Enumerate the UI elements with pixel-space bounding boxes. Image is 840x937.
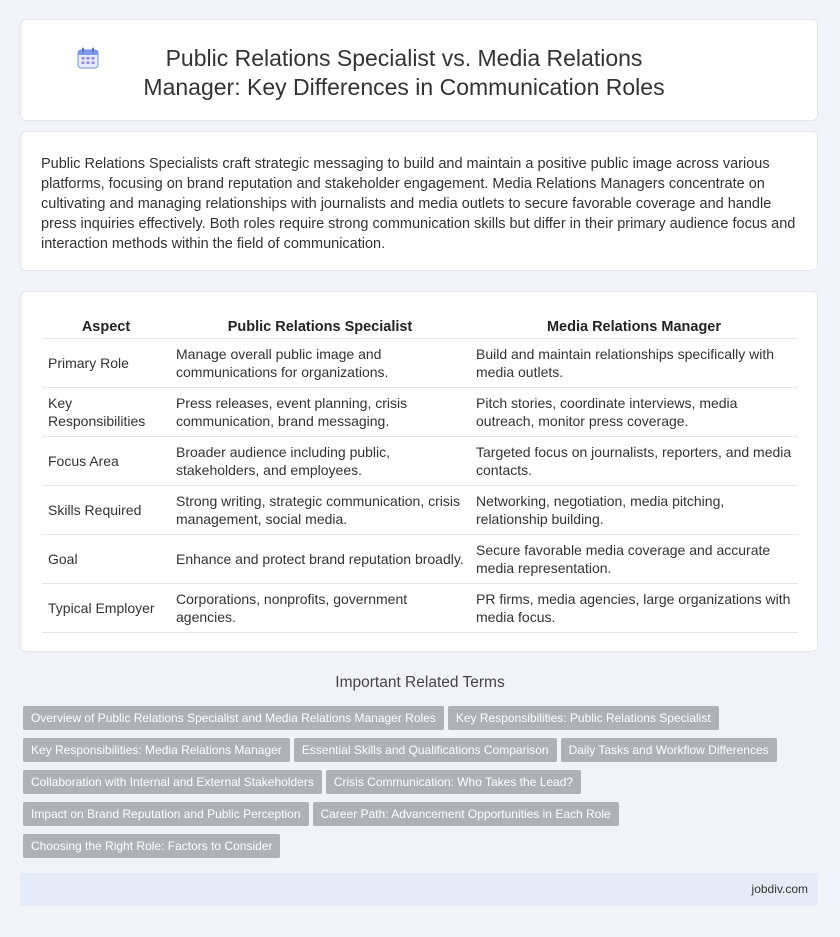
table-row [42, 535, 798, 584]
table-row [42, 437, 798, 486]
cell-pr: Broader audience including public, stakeholders, and employees. [170, 437, 470, 486]
related-term-tag[interactable]: Overview of Public Relations Specialist and Media Relations Manager Roles [23, 706, 444, 730]
related-term-tag[interactable]: Daily Tasks and Workflow Differences [561, 738, 777, 762]
table-row [42, 486, 798, 535]
table-row [42, 339, 798, 388]
footer-bar [20, 873, 818, 906]
intro-paragraph: Public Relations Specialists craft strategic messaging to build and maintain a positive public image across various platforms, focusing on brand reputation and stakeholder engagement. Media Relations Managers concentrate on cultivating and managing relationships with journalists and media outlets to secure favorable coverage and handle press inquiries effectively. Both roles require strong communication skills but differ in their primary audience focus and interaction methods within the field of communication. [41, 156, 796, 252]
cell-aspect: Typical Employer [42, 584, 170, 633]
header-pr-specialist: Public Relations Specialist [170, 314, 470, 339]
header-aspect: Aspect [42, 314, 170, 339]
cell-pr: Corporations, nonprofits, government agencies. [170, 584, 470, 633]
related-term-tag[interactable]: Key Responsibilities: Public Relations Specialist [448, 706, 719, 730]
cell-pr: Strong writing, strategic communication, crisis management, social media. [170, 486, 470, 535]
cell-aspect: Focus Area [42, 437, 170, 486]
table-row [42, 584, 798, 633]
table-row [42, 388, 798, 437]
related-term-tag[interactable]: Impact on Brand Reputation and Public Perception [23, 802, 309, 826]
related-term-tag[interactable]: Essential Skills and Qualifications Comparison [294, 738, 557, 762]
cell-pr: Enhance and protect brand reputation broadly. [170, 535, 470, 584]
related-terms-heading: Important Related Terms [335, 674, 505, 691]
related-term-tag[interactable]: Collaboration with Internal and External Stakeholders [23, 770, 322, 794]
related-term-tag[interactable]: Choosing the Right Role: Factors to Consider [23, 834, 280, 858]
footer-site-link[interactable]: jobdiv.com [751, 882, 808, 896]
cell-media: Pitch stories, coordinate interviews, media outreach, monitor press coverage. [470, 388, 798, 437]
comparison-table [42, 314, 798, 633]
related-term-tag[interactable]: Crisis Communication: Who Takes the Lead? [326, 770, 581, 794]
related-terms-list [23, 706, 813, 866]
header-media-manager: Media Relations Manager [470, 314, 798, 339]
cell-aspect: Primary Role [42, 339, 170, 388]
cell-media: Build and maintain relationships specifically with media outlets. [470, 339, 798, 388]
cell-media: PR firms, media agencies, large organizations with media focus. [470, 584, 798, 633]
title-card [20, 19, 818, 121]
cell-aspect: Key Responsibilities [42, 388, 170, 437]
intro-card [20, 131, 818, 271]
page-title: Public Relations Specialist vs. Media Relations Manager: Key Differences in Communication Roles [143, 45, 665, 100]
cell-media: Targeted focus on journalists, reporters, and media contacts. [470, 437, 798, 486]
related-term-tag[interactable]: Career Path: Advancement Opportunities in Each Role [313, 802, 619, 826]
cell-pr: Press releases, event planning, crisis communication, brand messaging. [170, 388, 470, 437]
comparison-card [20, 291, 818, 652]
cell-aspect: Skills Required [42, 486, 170, 535]
table-header-row [42, 314, 798, 339]
cell-media: Networking, negotiation, media pitching, relationship building. [470, 486, 798, 535]
cell-media: Secure favorable media coverage and accurate media representation. [470, 535, 798, 584]
cell-aspect: Goal [42, 535, 170, 584]
cell-pr: Manage overall public image and communications for organizations. [170, 339, 470, 388]
related-term-tag[interactable]: Key Responsibilities: Media Relations Manager [23, 738, 290, 762]
